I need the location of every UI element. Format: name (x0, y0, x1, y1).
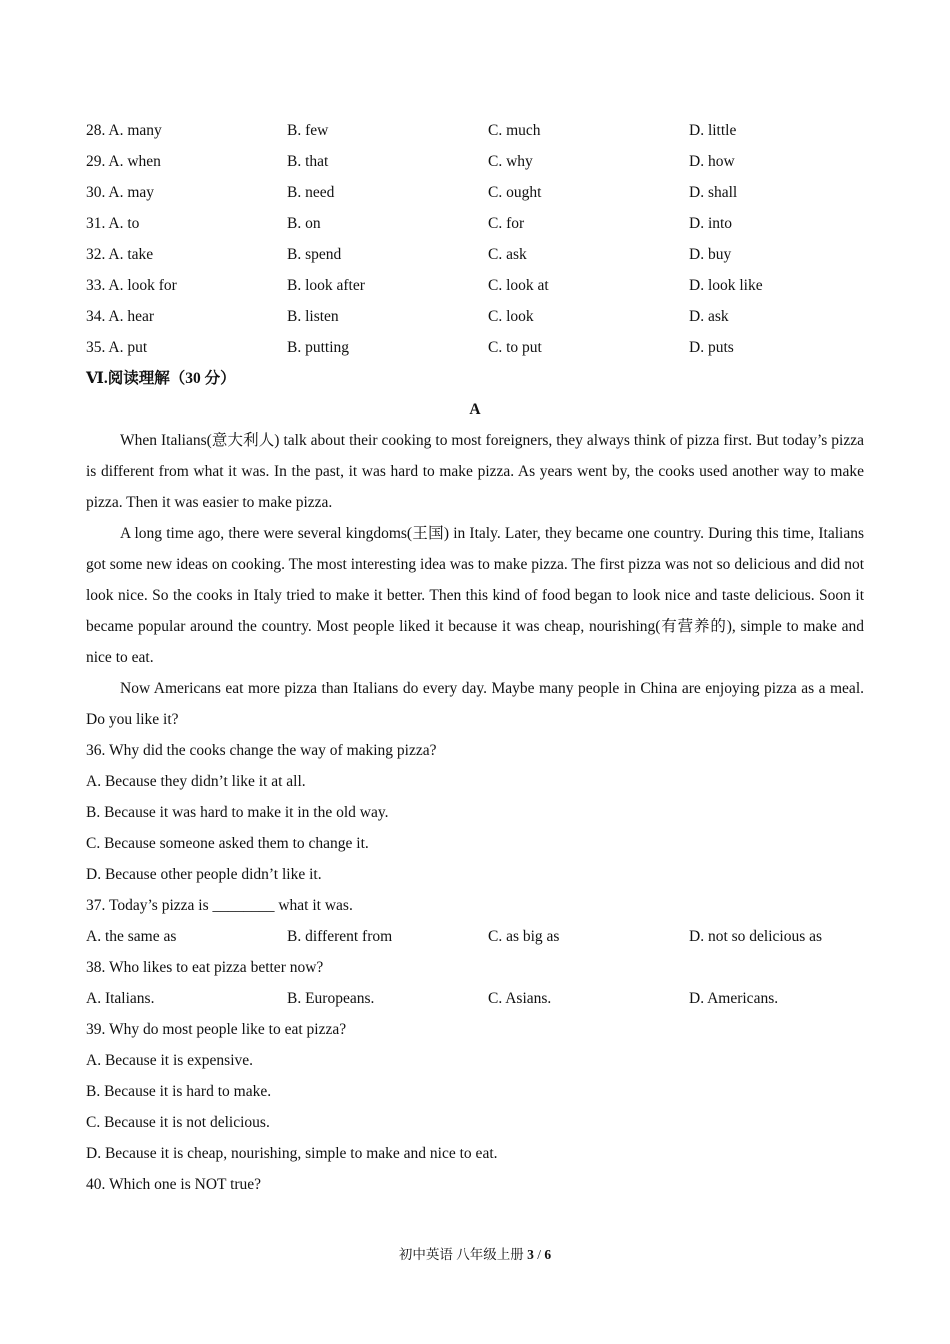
question-text: 36. Why did the cooks change the way of making pizza? (86, 742, 437, 759)
option-c: C. Asians. (488, 990, 552, 1007)
option-b: B. that (287, 153, 329, 170)
cloze-option-row-30 (86, 177, 864, 208)
option-d: D. ask (689, 308, 729, 325)
cloze-option-row-28 (86, 115, 864, 146)
cloze-option-row-33 (86, 270, 864, 301)
option-b: B. Because it was hard to make it in the old way. (86, 804, 389, 821)
option-b: B. on (287, 215, 321, 232)
passage-paragraph: A long time ago, there were several kingdoms(王国) in Italy. Later, they became one country. During this time, Italians got some new ideas on cooking. The most interesting idea was to make pizza. The first pizza was not so delicious and did not look nice. So the cooks in Italy tried to make it better. Then this kind of food began to look nice and taste delicious. Soon it became popular around the country. Most people liked it because it was cheap, nourishing(有营养的), simple to make and nice to eat. (86, 525, 864, 666)
cloze-option-row-32 (86, 239, 864, 270)
question-39 (86, 1014, 864, 1169)
option-c: C. for (488, 215, 525, 232)
footer-text: 初中英语 八年级上册 (398, 1247, 528, 1262)
passage-label: A (469, 401, 481, 418)
option-b: B. need (287, 184, 335, 201)
option-d: D. not so delicious as (689, 928, 823, 945)
option-d: D. puts (689, 339, 734, 356)
option-a: A. Italians. (86, 990, 155, 1007)
option-a: 34. A. hear (86, 308, 155, 325)
option-a: 28. A. many (86, 122, 162, 139)
option-a: 29. A. when (86, 153, 161, 170)
option-c: C. why (488, 153, 533, 170)
option-c: C. much (488, 122, 541, 139)
question-38 (86, 952, 864, 1014)
passage-paragraph: Now Americans eat more pizza than Italians do every day. Maybe many people in China are enjoying pizza as a meal. Do you like it? (86, 680, 864, 728)
option-b: B. Europeans. (287, 990, 375, 1007)
option-c: C. look (488, 308, 534, 325)
option-a: A. the same as (86, 928, 177, 945)
question-37 (86, 890, 864, 952)
option-b: B. listen (287, 308, 339, 325)
option-b: B. Because it is hard to make. (86, 1083, 272, 1100)
page-number: 3 (527, 1247, 534, 1262)
option-d: D. Americans. (689, 990, 779, 1007)
option-a: 35. A. put (86, 339, 148, 356)
question-40 (86, 1169, 864, 1200)
option-d: D. look like (689, 277, 763, 294)
passage-paragraph: When Italians(意大利人) talk about their cooking to most foreigners, they always think of pizza first. But today’s pizza is different from what it was. In the past, it was hard to make pizza. As years went by, the cooks used another way to make pizza. Then it was easier to make pizza. (86, 432, 864, 511)
option-d: D. Because other people didn’t like it. (86, 866, 322, 883)
option-row (86, 983, 864, 1014)
option-row (86, 921, 864, 952)
question-text: 40. Which one is NOT true? (86, 1176, 262, 1193)
section-title: Ⅵ.阅读理解（30 分） (86, 370, 236, 387)
option-c: C. Because someone asked them to change it. (86, 835, 369, 852)
option-a: A. Because it is expensive. (86, 1052, 254, 1069)
cloze-option-row-35 (86, 332, 864, 363)
page-separator: / (533, 1247, 545, 1262)
option-a: 33. A. look for (86, 277, 177, 294)
option-d: D. into (689, 215, 733, 232)
question-text: 37. Today’s pizza is ________ what it was. (86, 897, 353, 914)
option-b: B. putting (287, 339, 350, 356)
page-content (86, 115, 864, 1200)
option-d: D. shall (689, 184, 738, 201)
option-a: 30. A. may (86, 184, 155, 201)
cloze-options (86, 115, 864, 363)
option-c: C. ask (488, 246, 527, 263)
cloze-option-row-34 (86, 301, 864, 332)
option-c: C. to put (488, 339, 542, 356)
option-d: D. how (689, 153, 735, 170)
cloze-option-row-31 (86, 208, 864, 239)
option-b: B. few (287, 122, 329, 139)
option-d: D. little (689, 122, 737, 139)
option-b: B. look after (287, 277, 365, 294)
page-footer (0, 1244, 950, 1266)
option-c: C. Because it is not delicious. (86, 1114, 270, 1131)
option-d: D. buy (689, 246, 732, 263)
option-a: A. Because they didn’t like it at all. (86, 773, 306, 790)
question-text: 38. Who likes to eat pizza better now? (86, 959, 324, 976)
option-c: C. as big as (488, 928, 560, 945)
option-b: B. spend (287, 246, 342, 263)
option-d: D. Because it is cheap, nourishing, simple to make and nice to eat. (86, 1145, 498, 1162)
option-b: B. different from (287, 928, 393, 945)
cloze-option-row-29 (86, 146, 864, 177)
option-a: 31. A. to (86, 215, 140, 232)
option-c: C. look at (488, 277, 549, 294)
option-c: C. ought (488, 184, 542, 201)
page-total: 6 (544, 1247, 552, 1262)
option-a: 32. A. take (86, 246, 154, 263)
question-36 (86, 735, 864, 890)
question-text: 39. Why do most people like to eat pizza? (86, 1021, 347, 1038)
